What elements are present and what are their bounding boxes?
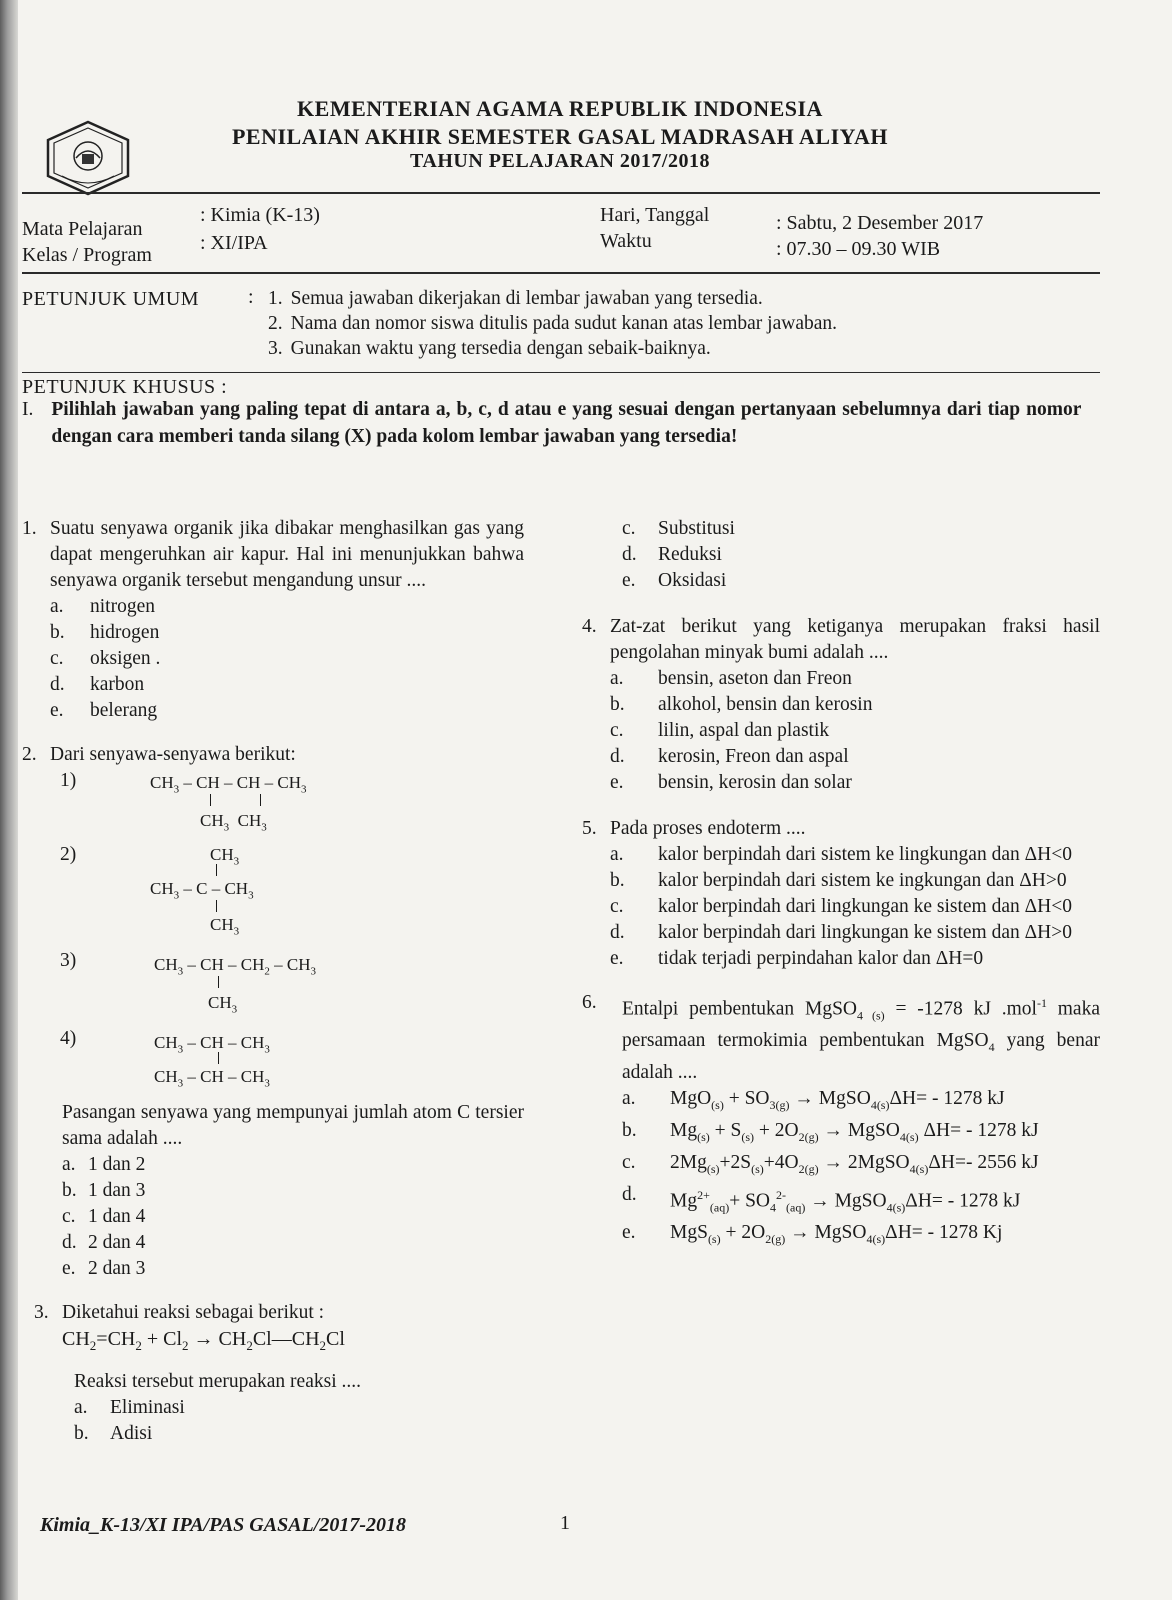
list-item [268,311,837,336]
binding-edge [0,0,18,1600]
option-text: alkohol, bensin dan kerosin [658,694,873,715]
option-text: belerang [90,700,158,721]
option-text: $Mg^{2+}_{(aq)}+ SO_4^{2-}_{(aq)}$ → MgSO$_{4(s)}$ΔH= - 1278 kJ [670,1187,1021,1215]
option-letter: b. [610,694,625,715]
option-letter: d. [622,544,637,565]
structure-main-chain: $CH_3$ – CH – CH – $CH_3$ [150,773,307,796]
option-letter: e. [622,1222,636,1244]
option-letter: e. [50,700,64,721]
question-stem: Zat-zat berikut yang ketiganya merupakan fraksi hasil pengolahan minyak bumi adalah .... [610,616,1100,663]
option-text: tidak terjadi perpindahan kalor dan ΔH=0 [658,948,984,969]
petunjuk-rule [22,372,1100,373]
option-text: 1 dan 4 [88,1206,146,1227]
question-5-options [610,842,1100,972]
option-text: kerosin, Freon dan aspal [658,746,849,767]
structure-branch: $CH_3$ [208,993,238,1016]
header-rule [22,192,1100,194]
structure-number: 4) [60,1028,77,1049]
option-b[interactable] [74,1421,524,1447]
option-letter: a. [622,1088,636,1110]
right-column [582,516,1100,1252]
option-letter: e. [622,570,636,591]
question-6 [582,990,1100,1086]
question-2-options [62,1152,524,1282]
question-6-options [622,1086,1100,1252]
page-number: 1 [560,1512,570,1534]
question-2 [22,742,524,768]
time-value: : 07.30 – 09.30 WIB [776,238,941,260]
bond-line [210,794,211,806]
option-letter: e. [62,1258,76,1279]
question-1 [22,516,524,594]
header-school-year: TAHUN PELAJARAN 2017/2018 [410,150,710,172]
option-d[interactable] [610,920,1100,946]
option-b[interactable] [62,1178,524,1204]
item-text: Nama dan nomor siswa ditulis pada sudut kanan atas lembar jawaban. [290,313,838,334]
option-letter: d. [62,1232,77,1253]
option-letter: c. [622,518,636,539]
option-text: Adisi [110,1423,153,1444]
structure-main-chain: $CH_3$ – CH – $CH_3$ [154,1033,270,1056]
option-letter: d. [50,674,65,695]
option-e[interactable] [610,946,1100,972]
option-b[interactable] [622,1118,1100,1150]
option-text: 1 dan 2 [88,1154,146,1175]
option-d[interactable] [622,1182,1100,1220]
question-2-follow [62,1100,524,1152]
structure-main-chain: $CH_3$ – CH – $CH_2 - CH_3$ [154,955,316,978]
bond-line [218,1052,219,1064]
option-text: kalor berpindah dari lingkungan ke sistem dan ΔH>0 [658,922,1072,943]
petunjuk-khusus-body [22,396,1102,450]
option-letter: a. [610,844,624,865]
question-follow-text: Pasangan senyawa yang mempunyai jumlah atom C tersier sama adalah .... [62,1102,524,1149]
class-value: : XI/IPA [200,232,268,254]
question-4-options [610,666,1100,796]
option-c[interactable] [610,718,1100,744]
option-c[interactable] [62,1204,524,1230]
option-text: kalor berpindah dari lingkungan ke sistem dan ΔH<0 [658,896,1072,917]
structure-2 [50,842,524,942]
option-d[interactable] [610,744,1100,770]
bond-line [260,794,261,806]
item-number: 1. [268,288,283,309]
question-number: 1. [22,518,37,539]
option-letter: b. [610,870,625,891]
option-text: Reduksi [658,544,722,565]
option-c[interactable] [622,1150,1100,1182]
option-d[interactable] [62,1230,524,1256]
option-letter: a. [74,1397,88,1418]
question-number: 6. [582,992,597,1013]
petunjuk-umum-title: PETUNJUK UMUM [22,288,200,310]
option-text: Substitusi [658,518,735,539]
bond-line [216,900,217,912]
option-e[interactable] [622,568,1100,594]
option-a[interactable] [622,1086,1100,1118]
option-text: nitrogen [90,596,155,617]
structure-main-chain: $CH_3$ – CH – $CH_3$ [154,1067,270,1090]
day-label: Hari, Tanggal [600,204,710,226]
option-text: Eliminasi [110,1397,185,1418]
list-item [268,286,837,311]
header-exam-title: PENILAIAN AKHIR SEMESTER GASAL MADRASAH ALIYAH [231,124,889,149]
question-1-options [50,594,524,724]
info-rule [22,272,1100,274]
option-text: lilin, aspal dan plastik [658,720,830,741]
question-stem: Suatu senyawa organik jika dibakar menghasilkan gas yang dapat mengeruhkan air kapur. Hal ini menunjukkan bahwa senyawa organik tersebut mengandung unsur .... [50,518,524,591]
option-text: $2Mg_{(s)}+2S_{(s)}+4O_{2(g)}$ → 2MgSO$_{4(s)}$ΔH=- 2556 kJ [670,1152,1039,1176]
option-letter: a. [610,668,624,689]
question-stem: Diketahui reaksi sebagai berikut : [62,1302,325,1323]
option-e[interactable] [62,1256,524,1282]
subject-label: Mata Pelajaran [22,218,143,240]
option-text: oksigen . [90,648,161,669]
option-a[interactable] [74,1395,524,1421]
option-text: $Mg_{(s)} + S_{(s)} + 2O_{2(g)}$ → MgSO$_{4(s)}$ ΔH= - 1278 kJ [670,1120,1039,1145]
item-number: 2. [268,313,283,334]
reaction-equation: $CH_2=CH_2 + Cl_2$ → $CH_2Cl—CH_2Cl$ [62,1328,345,1353]
subject-value: : Kimia (K-13) [200,204,320,226]
option-letter: a. [50,596,64,617]
class-label: Kelas / Program [22,244,152,266]
question-3-options-ab [74,1395,524,1447]
option-letter: b. [62,1180,77,1201]
option-letter: c. [610,720,624,741]
petunjuk-umum-colon: : [248,286,254,308]
petunjuk-khusus-title: PETUNJUK KHUSUS : [22,376,228,398]
option-letter: b. [622,1120,637,1142]
time-label: Waktu [600,230,652,252]
option-a[interactable] [50,594,524,620]
option-letter: c. [622,1152,636,1174]
question-3-options-cde [622,516,1100,594]
option-text: $MgS_{(s)} + 2O_{2(g)}$ → MgSO$_{4(s)}$ΔH= - 1278 Kj [670,1222,1003,1247]
item-text: Gunakan waktu yang tersedia dengan sebaik-baiknya. [290,338,711,359]
option-c[interactable] [610,894,1100,920]
structure-1 [50,768,524,832]
option-b[interactable] [50,620,524,646]
structure-4 [50,1026,524,1090]
option-text: kalor berpindah dari sistem ke ingkungan dan ΔH>0 [658,870,1067,891]
option-text: kalor berpindah dari sistem ke lingkungan dan ΔH<0 [658,844,1072,865]
kemenag-logo-icon [42,118,134,198]
option-d[interactable] [622,542,1100,568]
option-letter: c. [62,1206,76,1227]
structure-number: 2) [60,844,77,865]
question-5 [582,816,1100,842]
option-b[interactable] [610,868,1100,894]
day-value: : Sabtu, 2 Desember 2017 [776,212,984,234]
petunjuk-umum-list [268,286,837,361]
footer-code: Kimia_K-13/XI IPA/PAS GASAL/2017-2018 [40,1514,406,1536]
option-text: 2 dan 4 [88,1232,146,1253]
item-number: 3. [268,338,283,359]
option-letter: e. [610,948,624,969]
option-text: bensin, aseton dan Freon [658,668,852,689]
question-follow-text: Reaksi tersebut merupakan reaksi .... [74,1371,361,1392]
item-text: Semua jawaban dikerjakan di lembar jawaban yang tersedia. [290,288,763,309]
structure-number: 1) [60,770,77,791]
bond-line [218,976,219,988]
option-e[interactable] [622,1220,1100,1252]
option-a[interactable] [610,842,1100,868]
structure-branch: $CH_3$ [210,915,240,938]
option-letter: a. [62,1154,76,1175]
option-letter: b. [74,1423,89,1444]
question-stem: Dari senyawa-senyawa berikut: [50,744,296,765]
structure-3 [50,948,524,1018]
option-e[interactable] [610,770,1100,796]
option-text: karbon [90,674,145,695]
option-text: $MgO_{(s)} + SO_{3(g)}$ → MgSO$_{4(s)}$ΔH= - 1278 kJ [670,1088,1005,1113]
question-number: 3. [34,1302,49,1323]
option-letter: e. [610,772,624,793]
option-a[interactable] [62,1152,524,1178]
header-ministry: KEMENTERIAN AGAMA REPUBLIK INDONESIA [297,96,823,121]
option-c[interactable] [622,516,1100,542]
list-item [268,336,837,361]
question-4 [582,614,1100,666]
option-letter: b. [50,622,65,643]
option-b[interactable] [610,692,1100,718]
structure-branch: $CH_3$ [210,845,240,868]
option-letter: d. [610,922,625,943]
left-column [22,516,524,1447]
structure-number: 3) [60,950,77,971]
option-text: 2 dan 3 [88,1258,146,1279]
question-stem: Entalpi pembentukan MgSO$_{4 (s)}$ = -1278 kJ .mol$^{-1}$ maka persamaan termokimia pembentukan MgSO$_4$ yang benar adalah .... [622,996,1100,1084]
option-letter: c. [50,648,64,669]
option-text: bensin, kerosin dan solar [658,772,852,793]
structure-main-chain: $CH_3$ – C – $CH_3$ [150,879,254,902]
option-text: 1 dan 3 [88,1180,146,1201]
option-text: hidrogen [90,622,160,643]
option-letter: c. [610,896,624,917]
bond-line [216,864,217,876]
question-number: 2. [22,744,37,765]
question-3 [34,1300,524,1326]
option-c[interactable] [50,646,524,672]
section-instruction: Pilihlah jawaban yang paling tepat di antara a, b, c, d atau e yang sesuai dengan pertanyaan sebelumnya dari tiap nomor dengan cara memberi tanda silang (X) pada kolom lembar jawaban yang tersedia! [51,399,1082,447]
question-number: 4. [582,616,597,637]
option-a[interactable] [610,666,1100,692]
question-stem: Pada proses endoterm .... [610,818,806,839]
section-roman: I. [22,399,34,420]
option-letter: d. [622,1183,637,1205]
question-number: 5. [582,818,597,839]
option-text: Oksidasi [658,570,727,591]
structure-branch: $CH_3$ $CH_3$ [200,811,267,834]
option-d[interactable] [50,672,524,698]
option-letter: d. [610,746,625,767]
option-e[interactable] [50,698,524,724]
